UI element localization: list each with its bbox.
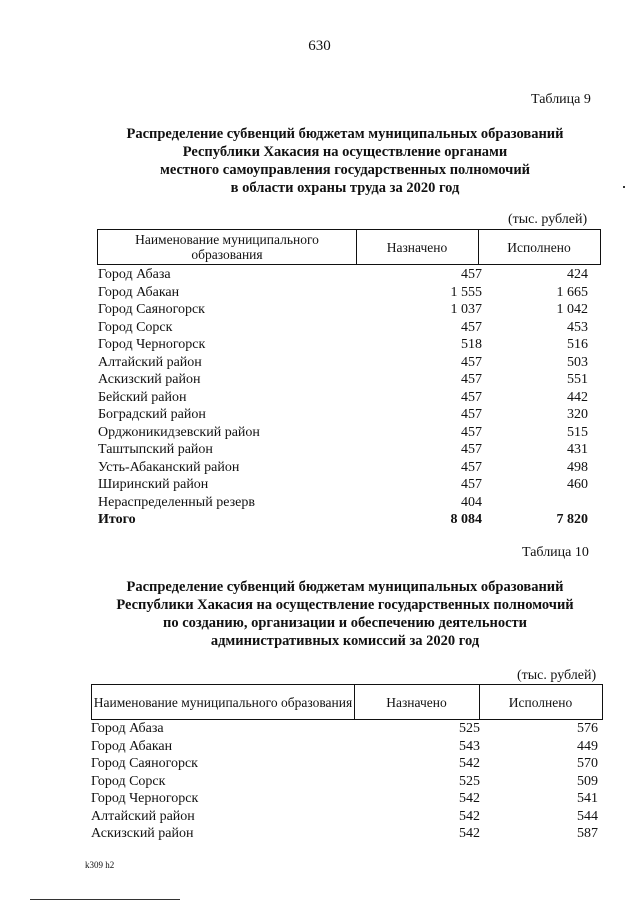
row-name: Город Черногорск [98, 337, 206, 352]
table10-header-name: Наименование муниципального образования [93, 694, 353, 710]
table-row [98, 424, 598, 442]
row-name: Город Саяногорск [91, 756, 198, 771]
row-assigned: 1 037 [450, 302, 482, 317]
row-executed: 1 665 [556, 284, 588, 300]
row-assigned: 457 [461, 267, 482, 282]
table-row [98, 319, 598, 337]
row-executed: 544 [577, 808, 598, 824]
row-assigned: 525 [459, 721, 480, 736]
row-assigned: 543 [459, 738, 480, 754]
table9-header-executed: Исполнено [507, 239, 571, 255]
row-executed: 460 [567, 477, 588, 492]
table-row [98, 284, 598, 302]
table9-header [97, 229, 601, 265]
table-row [91, 738, 600, 756]
table-row [98, 494, 598, 512]
row-name: Город Абаза [98, 267, 171, 282]
row-name: Город Абакан [91, 738, 173, 754]
row-assigned: 457 [461, 389, 482, 405]
row-executed: 449 [577, 738, 598, 754]
row-executed: 509 [577, 773, 598, 789]
row-assigned: 542 [459, 756, 480, 771]
table-row [98, 354, 598, 372]
table-row [91, 825, 600, 843]
row-assigned: 457 [461, 319, 482, 335]
table10-label: Таблица 10 [522, 545, 589, 560]
table-row [98, 476, 598, 494]
table10-units: (тыс. рублей) [517, 668, 597, 683]
row-executed: 551 [567, 372, 588, 387]
row-executed: 541 [577, 791, 598, 806]
row-executed: 516 [567, 337, 588, 352]
row-name: Город Черногорск [91, 791, 199, 806]
table10-header [91, 684, 603, 720]
page-number: 630 [308, 38, 331, 54]
row-assigned: 457 [461, 407, 482, 422]
row-assigned: 457 [461, 442, 482, 457]
table-row [98, 406, 598, 424]
row-name: Нераспределенный резерв [98, 494, 255, 510]
bottom-rule [30, 899, 180, 900]
row-name: Алтайский район [91, 808, 195, 824]
table9-title-line-3: местного самоуправления государственных полномочий [159, 162, 531, 178]
row-name: Орджоникидзевский район [98, 424, 260, 440]
row-executed: 576 [577, 721, 598, 736]
row-assigned: 525 [459, 773, 480, 789]
table9-header-name: Наименование муниципального образования [135, 232, 319, 262]
total-row [98, 511, 598, 529]
table-row [98, 389, 598, 407]
row-assigned: 542 [459, 791, 480, 806]
table10-title-line-1: Распределение субвенций бюджетам муниципальных образований [126, 579, 564, 595]
row-assigned: 542 [459, 826, 480, 841]
row-name: Бейский район [98, 389, 187, 405]
row-executed: 498 [567, 459, 588, 475]
row-executed: 515 [567, 424, 588, 440]
table10-title-line-3: по созданию, организации и обеспечению деятельности [162, 615, 527, 631]
table-row [91, 755, 600, 773]
row-executed: 570 [577, 756, 598, 771]
row-executed: 424 [567, 267, 588, 282]
table-row [91, 720, 600, 738]
table10-header-assigned: Назначено [386, 694, 447, 710]
table10-title-line-4: административных комиссий за 2020 год [210, 633, 480, 649]
row-executed: 431 [567, 442, 588, 457]
table10-header-executed: Исполнено [508, 694, 573, 710]
row-name: Город Сорск [98, 319, 173, 335]
row-assigned: 8 084 [450, 512, 482, 527]
row-assigned: 457 [461, 372, 482, 387]
row-name: Город Сорск [91, 773, 166, 789]
row-name: Таштыпский район [98, 442, 213, 457]
row-executed: 503 [567, 354, 588, 370]
row-assigned: 518 [461, 337, 482, 352]
table10-title [95, 578, 595, 650]
row-name: Город Саяногорск [98, 302, 205, 317]
row-name: Итого [98, 512, 136, 527]
stray-dot [623, 186, 625, 188]
row-executed: 320 [567, 407, 588, 422]
row-assigned: 542 [459, 808, 480, 824]
row-name: Алтайский район [98, 354, 202, 370]
row-name: Город Абакан [98, 284, 180, 300]
row-assigned: 457 [461, 459, 482, 475]
row-name: Аскизский район [98, 372, 201, 387]
row-executed: 587 [577, 826, 598, 841]
row-executed: 1 042 [556, 302, 588, 317]
table-row [98, 266, 598, 284]
table9-header-assigned: Назначено [386, 239, 448, 255]
row-name: Усть-Абаканский район [98, 459, 240, 475]
table9-title-line-4: в области охраны труда за 2020 год [230, 180, 460, 196]
footer-code: k309 h2 [85, 860, 115, 870]
row-executed: 442 [567, 389, 588, 405]
table9-title-line-2: Республики Хакасия на осуществление органами [182, 144, 508, 160]
table-row [98, 371, 598, 389]
row-name: Город Абаза [91, 721, 164, 736]
row-assigned: 457 [461, 477, 482, 492]
table9-title-line-1: Распределение субвенций бюджетам муниципальных образований [126, 126, 564, 142]
row-assigned: 457 [461, 354, 482, 370]
row-executed: 7 820 [556, 512, 588, 527]
table9-units: (тыс. рублей) [508, 212, 588, 227]
table-row [91, 808, 600, 826]
row-executed: 453 [567, 319, 588, 335]
table-row [91, 790, 600, 808]
table9-title [95, 125, 595, 197]
table-row [98, 459, 598, 477]
row-assigned: 457 [461, 424, 482, 440]
table-row [98, 336, 598, 354]
row-assigned: 404 [461, 494, 482, 510]
table10-title-line-2: Республики Хакасия на осуществление государственных полномочий [116, 597, 574, 613]
row-name: Боградский район [98, 407, 206, 422]
table-row [98, 441, 598, 459]
row-assigned: 1 555 [450, 284, 482, 300]
row-name: Аскизский район [91, 826, 194, 841]
table-row [91, 773, 600, 791]
table-row [98, 301, 598, 319]
table9-label: Таблица 9 [531, 92, 591, 107]
row-name: Ширинский район [98, 477, 209, 492]
